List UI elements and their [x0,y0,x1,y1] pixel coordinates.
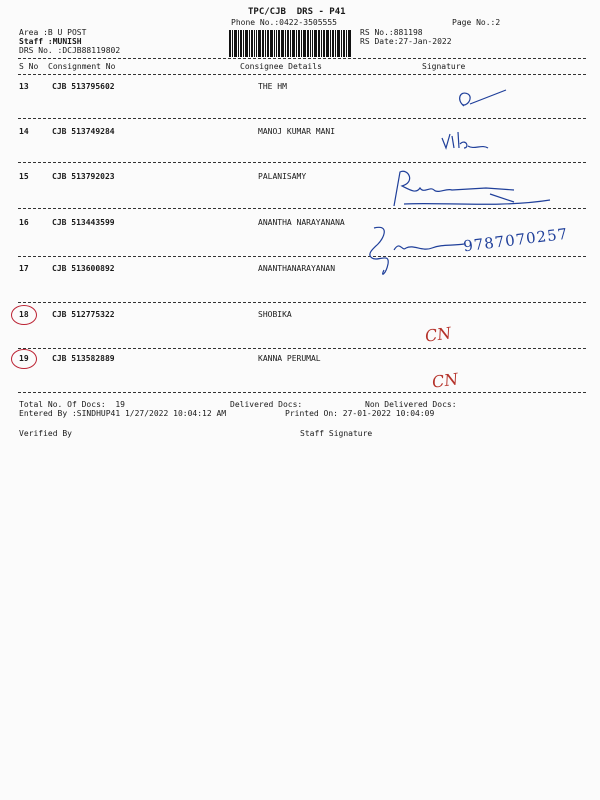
row-consignment: CJB 513582889 [52,354,115,363]
row-consignment: CJB 512775322 [52,310,115,319]
row-consignee: ANANTHA NARAYANANA [258,218,345,227]
phone-number: Phone No.:0422-3505555 [231,18,337,27]
non-delivered-docs: Non Delivered Docs: [365,400,457,409]
row-divider [18,162,586,163]
column-header-signature: Signature [422,62,466,71]
handwritten-phone-note: 9787070257 [462,224,570,256]
signature-row-14 [438,124,498,156]
verified-by-label: Verified By [19,429,72,438]
row-consignee: SHOBIKA [258,310,292,319]
total-docs: Total No. Of Docs: 19 [19,400,125,409]
row-consignee: KANNA PERUMAL [258,354,321,363]
row-sno: 19 [19,354,29,363]
row-consignee: MANOJ KUMAR MANI [258,127,336,136]
signature-row-16 [360,218,470,288]
row-consignment: CJB 513443599 [52,218,115,227]
header-divider-top [18,58,586,59]
row-divider [18,256,586,257]
rs-date: RS Date:27-Jan-2022 [360,37,452,46]
handwritten-mark-row-18: CN [423,323,453,346]
column-header-sno: S No [19,62,39,71]
row-consignment: CJB 513792023 [52,172,115,181]
row-consignee: ANANTHANARAYANAN [258,264,336,273]
row-divider [18,302,586,303]
barcode [229,30,351,57]
printed-on: Printed On: 27-01-2022 10:04:09 [285,409,435,418]
document-title: TPC/CJB DRS - P41 [248,7,346,17]
delivered-docs: Delivered Docs: [230,400,303,409]
staff-field: Staff :MUNISH [19,37,82,46]
rs-number: RS No.:881198 [360,28,423,37]
handwritten-mark-row-19: CN [430,369,460,392]
entered-by: Entered By :SINDHUP41 1/27/2022 10:04:12 AM [19,409,227,418]
column-header-consignee: Consignee Details [240,62,322,71]
drs-number: DRS No. :DCJB88119802 [19,46,121,55]
row-consignment: CJB 513749284 [52,127,115,136]
row-sno: 13 [19,82,29,91]
header-divider-bottom [18,74,586,75]
page-number: Page No.:2 [452,18,501,27]
signature-row-13 [450,86,510,116]
row-consignment: CJB 513795602 [52,82,115,91]
row-divider [18,118,586,119]
staff-signature-label: Staff Signature [300,429,373,438]
signature-row-15 [390,164,560,214]
row-consignee: PALANISAMY [258,172,307,181]
row-sno: 18 [19,310,29,319]
column-header-consignment: Consignment No [48,62,116,71]
row-sno: 17 [19,264,29,273]
row-sno: 15 [19,172,29,181]
row-sno: 16 [19,218,29,227]
row-sno: 14 [19,127,29,136]
area-field: Area :B U POST [19,28,87,37]
row-divider [18,348,586,349]
row-divider [18,392,586,393]
row-consignment: CJB 513600892 [52,264,115,273]
row-consignee: THE HM [258,82,287,91]
